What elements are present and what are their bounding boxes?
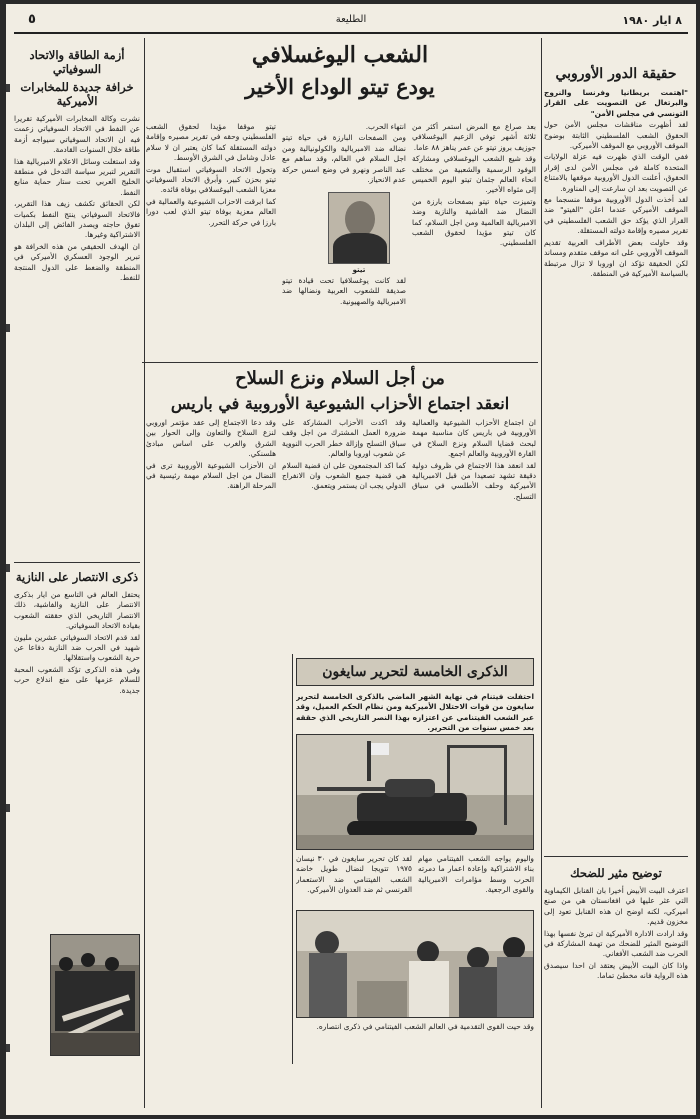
left-headline-line1: أزمة الطاقة والاتحاد السوفياتي [29,48,125,76]
main-article-column-2 [282,122,406,190]
divider [541,38,542,1108]
left-paragraph: وقد استغلت وسائل الاعلام الامبريالية هذا التقرير لتبرير سياسة التدخل في منطقة الخليج العربي تحت ستار حماية منابع النفط. [14,156,140,197]
main-paragraph: لقد كانت يوغسلافيا تحت قيادة تيتو صديقة للشعوب العربية ونضالها ضد الامبريالية والصهيونية. [282,276,406,306]
left-paragraph: لكن الحقائق تكشف زيف هذا التقرير، فالاتحاد السوفياتي ينتج النفط بكميات تفوق حاجته ويصدر الفائض إلى البلدان الاشتراكية وغيرها. [14,199,140,240]
main-paragraph: ومن الصفحات البارزة في حياة تيتو نضاله ضد الامبريالية والكولونيالية ومن اجل السلام في العالم، وقد ساهم مع عبد الناصر ونهرو في وضع اسس حركة عدم الانحياز. [282,133,406,185]
left-headline-line2: خرافة جديدة للمخابرات الأميركية [20,80,134,108]
left-bottom-paragraph: يحتفل العالم في التاسع من ايار بذكرى الانتصار على النازية والفاشية، ذلك الانتصار التاريخي الذي حققته الشعوب بقيادة الاتحاد السوفياتي. [14,590,140,631]
right-column-paragraph: لقد أخذت الدول الأوروبية موقفا منسجما مع الموقف الأميركي عندما اعلن "الفيتو" ضد القرار الذي يؤكد حق الشعب الفلسطيني في تقرير مصيره وإقامة دولته المستقلة. [544,195,688,236]
right-column-paragraph: لقد أظهرت مناقشات مجلس الأمن حول الحقوق الشعب الفلسطيني الثابتة بوضوح الموقف الأوروبي مع الموقف الأميركي. [544,120,688,151]
right-column-bottom-article [544,862,688,1102]
mid-paragraph: ان اجتماع الأحزاب الشيوعية والعمالية الأوروبية في باريس كان مناسبة مهمة لبحث قضايا السلام ونزع السلاح في القارة الأوروبية والعالم اجمع. [412,418,536,459]
main-paragraph: انتهاء الحرب. [365,122,406,131]
main-paragraph: تيتو موقفا مؤيدا لحقوق الشعب الفلسطيني وحقه في تقرير مصيره وإقامة دولته المستقلة كما كان يعتبر ان لا سلام عادل وشامل في الشرق الأوسط. [146,122,276,163]
main-paragraph: وتميزت حياة تيتو بصفحات بارزة من النضال ضد الفاشية والنازية وضد الامبريالية العالمية ومن اجل السلام، كما كان تيتو مؤيدا لحقوق الشعب الفلسطيني. [412,196,536,248]
tank-photo [296,734,534,850]
main-article-column-2b [282,276,406,358]
mid-article-column-2 [282,418,406,648]
children-photo [296,910,534,1018]
page-header [14,8,688,34]
mid-paragraph: وقد دعا الاجتماع إلى عقد مؤتمر اوروبي لنزع السلاح والتعاون وإلى الحوار بين الشرق والغرب على اساس مبادئ هلسنكي. [146,418,276,459]
right-column-headline: حقيقة الدور الأوروبي [555,66,677,82]
newspaper-page [6,4,696,1115]
main-headline [142,42,538,100]
divider [292,654,293,1064]
mid-article-column-3 [146,418,276,1108]
left-bottom-paragraph: وفي هذه الذكرى تؤكد الشعوب المحبة للسلام عزمها على منع اندلاع حرب جديدة. [14,664,140,695]
left-paragraph: ان الهدف الحقيقي من هذه الخرافة هو تبرير الوجود العسكري الأميركي في المنطقة والضغط على الدول المنتجة للنفط. [14,241,140,283]
main-paragraph: بعد صراع مع المرض استمر أكثر من ثلاثة أشهر توفي الزعيم اليوغسلافي جوزيف بروز تيتو عن عمر يناهز ٨٨ عاما. [412,122,536,152]
right-bottom-paragraph: وقد ارادت الادارة الأميركية ان تبرئ نفسها بهذا التوضيح المثير للضحك من تهمة المشاركة في الحرب ضد الشعب الأفغاني. [544,928,688,959]
left-bottom-headline: ذكرى الانتصار على النازية [15,570,139,584]
right-bottom-headline: توضيح مثير للضحك [570,866,662,880]
right-bottom-paragraph: اعترف البيت الأبيض أخيرا بان القنابل الكيماوية التي عثر عليها في افغانستان هي من صنع اميركي، لكنه اوضح ان هذه القنابل تعود إلى مخزون قديم. [544,886,688,927]
mid-headline-line1: من أجل السلام ونزع السلاح [235,368,445,389]
main-headline-line2: يودع تيتو الوداع الأخير [245,74,435,99]
saigon-intro: احتفلت فيتنام في نهاية الشهر الماضي بالذكرى الخامسة لتحرير سايغون من قوات الاحتلال الأميركية ومن نظام الحكم العميل، وقد عبر الشعب الفيتنامي عن اعتزازه بهذا النصر التاريخي الذي حققه بعد خمس سنوات من التحرير. [296,692,534,732]
left-column-bottom-article [14,566,140,930]
main-article-column-3 [146,122,276,358]
soldiers-photo [50,934,140,1056]
right-column-article [544,62,688,814]
left-paragraph: نشرت وكالة المخابرات الأميركية تقريرا عن النفط في الاتحاد السوفياتي زعمت فيه ان الاتحاد السوفياتي سيواجه أزمة طاقة خلال السنوات القادمة. [14,114,140,155]
divider [142,362,538,363]
mid-headline [142,368,538,414]
right-bottom-paragraph: واذا كان البيت الأبيض يعتقد ان احدا سيصدق هذه الرواية فانه مخطئ تماما. [544,960,688,981]
main-paragraph: وقد شيع الشعب اليوغسلافي ومشاركة الوفود الرسمية والشعبية من مختلف انحاء العالم جثمان تيتو اليوم الخميس إلى مثواه الأخير. [412,154,536,195]
right-column-paragraph: ففي الوقت الذي ظهرت فيه عزلة الولايات المتحدة كاملة في مجلس الأمن لدى إقرار الحقوق، أعلنت الدول الأوروبية موقفها بالامتناع عن التصويت بعد ان سارعت إلى المناورة. [544,152,688,193]
paper-name: الطليعة [335,14,367,25]
main-paragraph: كما ابرقت الاحزاب الشيوعية والعمالية في العالم معزية بوفاة تيتو الذي لعب دورا بارزا في حركة التحرر. [146,196,276,227]
divider [544,856,688,857]
left-bottom-paragraph: لقد قدم الاتحاد السوفياتي عشرين مليون شهيد في الحرب ضد النازية دفاعا عن حرية الشعوب واستقلالها. [14,632,140,663]
mid-paragraph: ان الأحزاب الشيوعية الأوروبية ترى في النضال من اجل السلام مهمة رئيسية في المرحلة الراهنة. [146,460,276,491]
mid-paragraph: لقد انعقد هذا الاجتماع في ظروف دولية دقيقة تشهد تصعيدا من قبل الامبريالية الأميركية وحلف الأطلسي في سباق التسلح. [412,460,536,501]
right-column-lead: "اهتمت بريطانيا وفرنسا والنروج والبرتغال عن التصويت على القرار التونسي في مجلس الأمن" [544,88,688,118]
left-column-article [14,44,140,544]
saigon-column-2: واليوم يواجه الشعب الفيتنامي مهام بناء الاشتراكية وإعادة اعمار ما دمرته الحرب وسط مؤامرات الامبريالية والقوى الرجعية. [418,854,534,895]
photo-caption: تيتو [352,266,366,274]
divider [144,38,145,1108]
saigon-headline: الذكرى الخامسة لتحرير سايغون [296,658,534,686]
main-article-column-1 [412,122,536,358]
mid-paragraph: كما اكد المجتمعون على ان قضية السلام هي قضية جميع الشعوب وان الانفراج الدولي يجب ان يستمر ويتعمق. [282,460,406,491]
saigon-column-3: وقد حيت القوى التقدمية في العالم الشعب الفيتنامي في ذكرى انتصاره. [316,1022,534,1031]
mid-headline-line2: انعقد اجتماع الأحزاب الشيوعية الأوروبية في باريس [170,394,510,413]
page-number: ٥ [28,12,36,27]
divider [14,562,140,563]
tito-portrait-photo [328,192,390,264]
right-column-paragraph: وقد حاولت بعض الأطراف العربية تقديم الموقف الأوروبي على انه موقف متقدم ومساند لكن الحقيقة تؤكد ان اوروبا لا تزال مرتبطة بالسياسة الأميركية في المنطقة. [544,237,688,278]
issue-date: ٨ ايار ١٩٨٠ [622,14,682,27]
main-paragraph: وتحول الاتحاد السوفياتي استقبال موت تيتو بحزن كبير، وأبرق الاتحاد السوفياتي معزيا الشعب اليوغسلافي بوفاة قائده. [146,164,276,195]
saigon-column-1: لقد كان تحرير سايغون في ٣٠ نيسان ١٩٧٥ تتويجا لنضال طويل خاضه الشعب الفيتنامي ضد الاستعمار الفرنسي ثم ضد العدوان الأميركي. [296,854,412,895]
mid-paragraph: وقد اكدت الأحزاب المشاركة على ضرورة العمل المشترك من اجل وقف سباق التسلح وإزالة خطر الحرب النووية عن شعوب اوروبا والعالم. [282,418,406,459]
mid-article-column-1 [412,418,536,648]
main-headline-line1: الشعب اليوغسلافي [251,42,429,68]
